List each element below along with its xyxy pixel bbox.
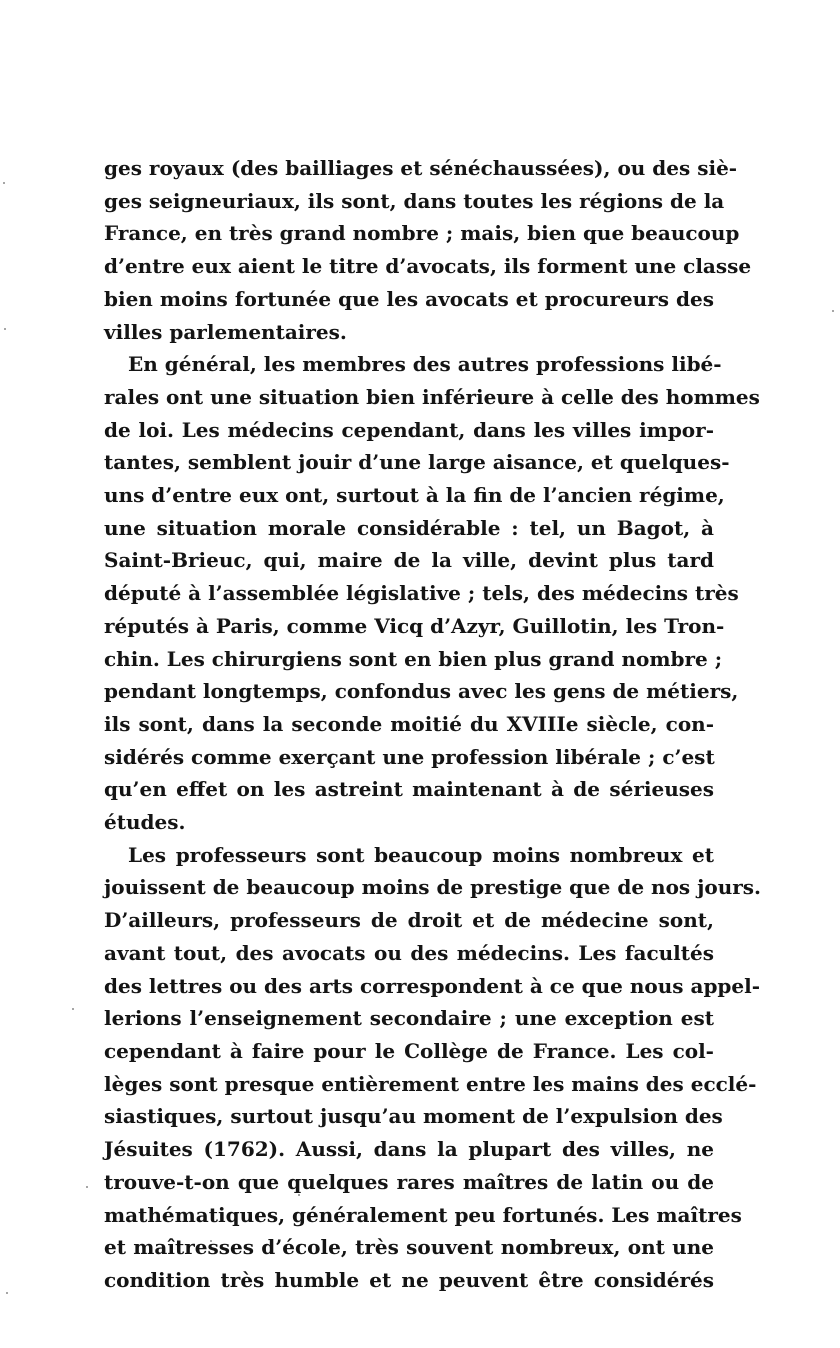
text-line: jouissent de beaucoup moins de prestige que de nos jours. <box>104 875 762 900</box>
text-line: rales ont une situation bien inférieure à celle des hommes <box>104 384 760 409</box>
text-line: mathématiques, généralement peu fortunés. Les maîtres <box>104 1202 742 1227</box>
text-line: lerions l’enseignement secondaire ; une exception est <box>104 1006 714 1031</box>
text-line: études. <box>104 810 186 835</box>
text-line: ges royaux (des bailliages et sénéchaussées), ou des siè- <box>104 156 738 180</box>
paper-speck <box>72 1008 74 1010</box>
text-line: tantes, semblent jouir d’une large aisance, et quelques- <box>104 450 730 475</box>
paper-speck <box>6 1292 8 1294</box>
paragraph <box>104 348 760 839</box>
text-line: ges seigneuriaux, ils sont, dans toutes les régions de la <box>104 188 725 213</box>
text-line: lèges sont presque entièrement entre les mains des ecclé- <box>104 1071 757 1096</box>
text-line: D’ailleurs, professeurs de droit et de médecine sont, <box>104 908 714 933</box>
text-line: et maîtresses d’école, très souvent nombreux, ont une <box>104 1235 714 1260</box>
text-line: des lettres ou des arts correspondent à ce que nous appel- <box>104 973 761 998</box>
paper-speck <box>3 182 5 184</box>
text-line: condition très humble et ne peuvent être considérés <box>104 1267 714 1292</box>
text-line: Jésuites (1762). Aussi, dans la plupart des villes, ne <box>104 1137 714 1162</box>
text-line: pendant longtemps, confondus avec les gens de métiers, <box>104 679 739 704</box>
text-line: cependant à faire pour le Collège de France. Les col- <box>104 1038 714 1063</box>
text-line: En général, les membres des autres professions libé- <box>128 352 722 377</box>
paper-speck <box>86 1186 88 1188</box>
text-line: une situation morale considérable : tel, un Bagot, à <box>104 515 714 540</box>
paper-speck <box>4 328 6 330</box>
text-line: France, en très grand nombre ; mais, bien que beaucoup <box>104 221 740 246</box>
text-line: bien moins fortunée que les avocats et procureurs des <box>104 286 714 311</box>
paragraph <box>104 839 762 1297</box>
text-line: Saint-Brieuc, qui, maire de la ville, devint plus tard <box>104 548 714 573</box>
text-line: siastiques, surtout jusqu’au moment de l’expulsion des <box>104 1104 723 1129</box>
body-text <box>104 152 762 1297</box>
text-line: sidérés comme exerçant une profession libérale ; c’est <box>104 744 715 769</box>
text-line: avant tout, des avocats ou des médecins. Les facultés <box>104 940 714 965</box>
text-line: chin. Les chirurgiens sont en bien plus grand nombre ; <box>104 646 723 671</box>
text-line: uns d’entre eux ont, surtout à la fin de l’ancien régime, <box>104 483 725 508</box>
text-line: député à l’assemblée législative ; tels, des médecins très <box>104 581 739 606</box>
text-line: Les professeurs sont beaucoup moins nombreux et <box>128 842 714 867</box>
paper-speck <box>832 310 834 312</box>
text-line: d’entre eux aient le titre d’avocats, ils forment une classe <box>104 254 752 279</box>
text-line: qu’en effet on les astreint maintenant à de sérieuses <box>104 777 714 802</box>
text-line: de loi. Les médecins cependant, dans les villes impor- <box>104 417 714 442</box>
text-line: trouve-t-on que quelques rares maîtres de latin ou de <box>104 1169 714 1194</box>
text-line: villes parlementaires. <box>104 319 347 344</box>
text-line: ils sont, dans la seconde moitié du XVIIIe siècle, con- <box>104 711 714 736</box>
text-line: réputés à Paris, comme Vicq d’Azyr, Guillotin, les Tron- <box>104 613 725 638</box>
paragraph <box>104 152 752 348</box>
